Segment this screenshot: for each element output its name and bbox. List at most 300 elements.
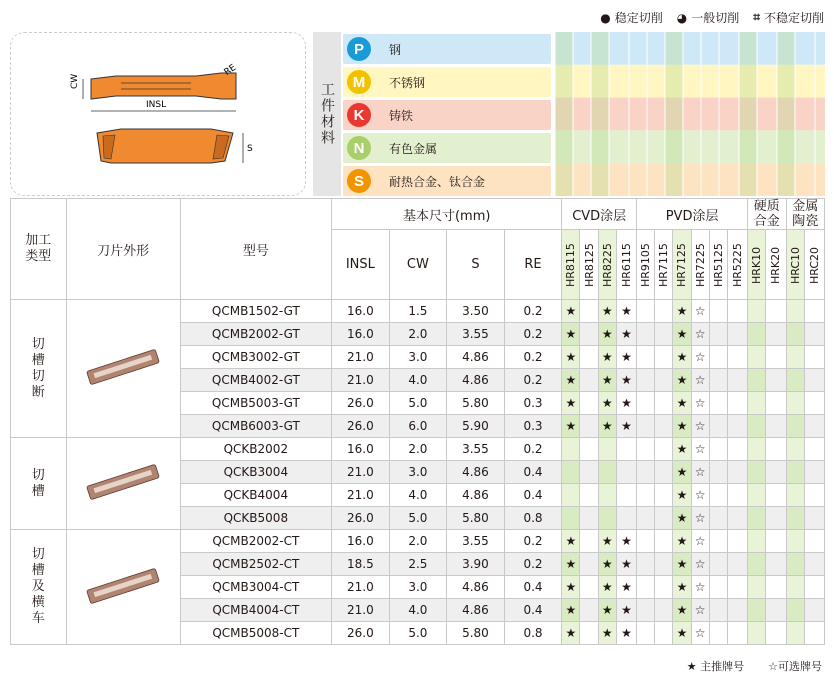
grade-mark xyxy=(580,461,598,484)
insl-cell: 16.0 xyxy=(332,300,390,323)
re-cell: 0.2 xyxy=(504,323,562,346)
s-cell: 5.80 xyxy=(447,622,505,645)
material-n xyxy=(343,133,551,163)
grade-mark: ★ xyxy=(673,530,691,553)
grade-mark xyxy=(727,622,747,645)
grade-mark: ☆ xyxy=(691,553,709,576)
grade-mark xyxy=(727,346,747,369)
grade-mark xyxy=(727,300,747,323)
grade-mark: ★ xyxy=(673,622,691,645)
grade-mark xyxy=(727,507,747,530)
grade-mark xyxy=(804,415,824,438)
grade-mark xyxy=(766,576,786,599)
grade-mark xyxy=(804,438,824,461)
grade-mark xyxy=(748,576,766,599)
col-re: RE xyxy=(504,230,562,300)
material-name: 有色金属 xyxy=(389,141,438,156)
model-cell: QCMB1502-GT xyxy=(180,300,331,323)
grade-mark: ☆ xyxy=(691,530,709,553)
re-cell: 0.2 xyxy=(504,438,562,461)
grade-mark: ☆ xyxy=(691,599,709,622)
grade-mark xyxy=(766,346,786,369)
grade-mark xyxy=(804,622,824,645)
s-cell: 4.86 xyxy=(447,576,505,599)
grade-mark: ★ xyxy=(562,300,580,323)
grade-mark: ★ xyxy=(562,415,580,438)
material-name: 不锈钢 xyxy=(389,75,426,90)
cw-cell: 4.0 xyxy=(389,369,447,392)
green-column xyxy=(739,32,757,196)
grade-header: HRC10 xyxy=(786,230,804,300)
grade-mark xyxy=(709,461,727,484)
grade-mark: ★ xyxy=(673,576,691,599)
grade-mark: ☆ xyxy=(691,622,709,645)
cw-cell: 5.0 xyxy=(389,507,447,530)
col-model: 型号 xyxy=(180,199,331,300)
grade-mark xyxy=(766,300,786,323)
grade-mark: ☆ xyxy=(691,438,709,461)
grade-header: HR7115 xyxy=(655,230,673,300)
s-cell: 4.86 xyxy=(447,369,505,392)
grade-mark: ★ xyxy=(598,346,616,369)
grade-mark: ★ xyxy=(616,300,636,323)
green-column xyxy=(555,32,573,196)
cw-cell: 6.0 xyxy=(389,415,447,438)
table-row xyxy=(11,300,825,323)
insert-drawing xyxy=(10,32,306,196)
material-k xyxy=(343,100,551,130)
grade-mark: ★ xyxy=(562,323,580,346)
material-badge: K xyxy=(347,103,371,127)
grade-mark: ★ xyxy=(616,530,636,553)
grade-header: HR7225 xyxy=(691,230,709,300)
grade-header: HR5225 xyxy=(727,230,747,300)
re-cell: 0.4 xyxy=(504,484,562,507)
grade-mark: ☆ xyxy=(691,576,709,599)
re-cell: 0.2 xyxy=(504,530,562,553)
model-cell: QCMB2002-GT xyxy=(180,323,331,346)
grade-mark xyxy=(655,553,673,576)
grade-mark xyxy=(748,323,766,346)
material-grade-grid xyxy=(555,32,825,196)
model-cell: QCMB2502-CT xyxy=(180,553,331,576)
insl-cell: 21.0 xyxy=(332,484,390,507)
col-dims: 基本尺寸(mm) xyxy=(332,199,562,230)
material-m xyxy=(343,67,551,97)
grade-mark: ★ xyxy=(616,323,636,346)
col-shape: 刀片外形 xyxy=(66,199,180,300)
green-column xyxy=(665,32,683,196)
grade-mark xyxy=(786,392,804,415)
grade-mark: ☆ xyxy=(691,507,709,530)
grade-mark xyxy=(655,622,673,645)
grade-mark xyxy=(786,484,804,507)
grade-mark xyxy=(727,530,747,553)
col-insl: INSL xyxy=(332,230,390,300)
grade-mark: ☆ xyxy=(691,300,709,323)
model-cell: QCKB2002 xyxy=(180,438,331,461)
grade-mark xyxy=(580,576,598,599)
grade-mark xyxy=(748,484,766,507)
material-name: 铸铁 xyxy=(389,108,414,123)
grade-mark: ☆ xyxy=(691,415,709,438)
grade-mark xyxy=(562,507,580,530)
grade-mark xyxy=(748,346,766,369)
grade-mark: ★ xyxy=(616,599,636,622)
grade-mark: ★ xyxy=(673,438,691,461)
grade-mark xyxy=(748,553,766,576)
grade-mark xyxy=(709,530,727,553)
re-cell: 0.3 xyxy=(504,392,562,415)
type-cell: 切槽切断 xyxy=(11,300,67,438)
grade-mark xyxy=(786,323,804,346)
grade-mark: ★ xyxy=(673,484,691,507)
s-cell: 3.50 xyxy=(447,300,505,323)
insl-cell: 21.0 xyxy=(332,599,390,622)
s-cell: 3.55 xyxy=(447,530,505,553)
grade-header: HR8115 xyxy=(562,230,580,300)
grade-mark: ★ xyxy=(598,599,616,622)
grade-mark xyxy=(748,530,766,553)
grade-mark xyxy=(727,484,747,507)
insert-dimension-drawing xyxy=(11,33,307,197)
re-cell: 0.8 xyxy=(504,507,562,530)
grade-mark xyxy=(786,599,804,622)
re-cell: 0.4 xyxy=(504,461,562,484)
grade-mark: ★ xyxy=(616,622,636,645)
cw-cell: 3.0 xyxy=(389,576,447,599)
re-label: RE xyxy=(222,62,239,78)
insl-label: INSL xyxy=(146,100,167,110)
grade-mark xyxy=(748,415,766,438)
grade-mark xyxy=(709,415,727,438)
grade-mark xyxy=(637,323,655,346)
grade-mark: ★ xyxy=(598,300,616,323)
grade-mark: ★ xyxy=(562,576,580,599)
model-cell: QCMB5008-CT xyxy=(180,622,331,645)
grade-mark: ★ xyxy=(562,553,580,576)
grade-mark: ★ xyxy=(616,553,636,576)
grade-mark xyxy=(786,346,804,369)
grade-mark xyxy=(580,484,598,507)
footer-optional: ☆可选牌号 xyxy=(768,660,822,673)
grade-mark: ★ xyxy=(673,599,691,622)
grade-mark xyxy=(598,438,616,461)
grade-mark xyxy=(727,438,747,461)
grade-mark xyxy=(616,507,636,530)
s-cell: 5.80 xyxy=(447,507,505,530)
grade-mark xyxy=(766,622,786,645)
insl-cell: 21.0 xyxy=(332,369,390,392)
re-cell: 0.2 xyxy=(504,300,562,323)
legend-stable: ● 稳定切削 xyxy=(600,10,663,25)
grade-mark xyxy=(804,392,824,415)
grade-mark: ★ xyxy=(616,346,636,369)
grade-mark: ☆ xyxy=(691,392,709,415)
grade-mark xyxy=(804,576,824,599)
grade-mark xyxy=(804,300,824,323)
grade-mark xyxy=(580,300,598,323)
shape-cell xyxy=(66,530,180,645)
col-s: S xyxy=(447,230,505,300)
grade-mark xyxy=(655,300,673,323)
grade-mark xyxy=(727,369,747,392)
grade-mark xyxy=(709,346,727,369)
grade-mark xyxy=(616,438,636,461)
cw-cell: 2.0 xyxy=(389,530,447,553)
grade-mark xyxy=(562,438,580,461)
model-cell: QCMB2002-CT xyxy=(180,530,331,553)
grade-mark xyxy=(766,599,786,622)
grade-mark: ☆ xyxy=(691,484,709,507)
material-badge: M xyxy=(347,70,371,94)
grade-mark xyxy=(766,323,786,346)
grade-mark: ★ xyxy=(598,553,616,576)
grade-mark xyxy=(709,438,727,461)
grade-mark xyxy=(786,507,804,530)
grade-mark xyxy=(748,300,766,323)
col-hard: 硬质合金 xyxy=(748,199,786,230)
grade-mark xyxy=(598,507,616,530)
grade-mark xyxy=(709,599,727,622)
grade-mark xyxy=(709,622,727,645)
grade-mark xyxy=(616,484,636,507)
grade-mark xyxy=(709,507,727,530)
grade-mark xyxy=(786,530,804,553)
grade-mark xyxy=(748,461,766,484)
legend-unstable: ⌗ 不稳定切削 xyxy=(753,10,824,25)
grade-mark xyxy=(616,461,636,484)
grade-mark xyxy=(580,392,598,415)
grade-mark xyxy=(727,415,747,438)
model-cell: QCKB4004 xyxy=(180,484,331,507)
grade-mark xyxy=(655,369,673,392)
grade-mark xyxy=(804,346,824,369)
insert-image xyxy=(83,342,163,392)
grade-mark xyxy=(709,392,727,415)
cw-cell: 4.0 xyxy=(389,599,447,622)
cw-cell: 5.0 xyxy=(389,392,447,415)
grade-mark: ★ xyxy=(616,415,636,438)
re-cell: 0.8 xyxy=(504,622,562,645)
grade-mark xyxy=(709,300,727,323)
grade-mark xyxy=(709,576,727,599)
grade-mark xyxy=(766,507,786,530)
grade-mark xyxy=(655,392,673,415)
grade-mark xyxy=(804,461,824,484)
re-cell: 0.2 xyxy=(504,346,562,369)
green-column xyxy=(591,32,609,196)
grade-mark: ★ xyxy=(673,507,691,530)
grade-mark xyxy=(580,369,598,392)
grade-mark xyxy=(727,461,747,484)
grade-mark xyxy=(580,553,598,576)
grade-mark xyxy=(804,553,824,576)
grade-mark xyxy=(655,346,673,369)
grade-header: HR5125 xyxy=(709,230,727,300)
grade-mark xyxy=(727,323,747,346)
grade-mark xyxy=(804,484,824,507)
grade-mark xyxy=(637,461,655,484)
s-cell: 3.55 xyxy=(447,438,505,461)
grade-mark xyxy=(637,553,655,576)
grade-mark xyxy=(637,530,655,553)
material-s xyxy=(343,166,551,196)
grade-mark xyxy=(766,438,786,461)
grade-mark xyxy=(709,553,727,576)
insert-image xyxy=(83,457,163,507)
insl-cell: 18.5 xyxy=(332,553,390,576)
cw-cell: 2.0 xyxy=(389,323,447,346)
grade-header: HR9105 xyxy=(637,230,655,300)
grade-mark xyxy=(637,392,655,415)
grade-mark xyxy=(580,599,598,622)
grade-mark xyxy=(580,530,598,553)
re-cell: 0.3 xyxy=(504,415,562,438)
model-cell: QCMB3002-GT xyxy=(180,346,331,369)
grade-header: HRC20 xyxy=(804,230,824,300)
s-cell: 4.86 xyxy=(447,484,505,507)
grade-mark xyxy=(786,300,804,323)
material-badge: S xyxy=(347,169,371,193)
grade-mark: ★ xyxy=(598,323,616,346)
insl-cell: 21.0 xyxy=(332,576,390,599)
model-cell: QCMB4002-GT xyxy=(180,369,331,392)
col-cermet: 金属陶瓷 xyxy=(786,199,825,230)
s-cell: 5.80 xyxy=(447,392,505,415)
grade-mark: ☆ xyxy=(691,323,709,346)
grade-mark xyxy=(727,599,747,622)
insl-cell: 21.0 xyxy=(332,346,390,369)
grade-mark xyxy=(598,461,616,484)
grade-mark xyxy=(637,599,655,622)
cw-cell: 3.0 xyxy=(389,461,447,484)
s-cell: 3.55 xyxy=(447,323,505,346)
grade-mark: ★ xyxy=(598,415,616,438)
grade-mark: ★ xyxy=(616,576,636,599)
model-cell: QCKB5008 xyxy=(180,507,331,530)
grade-mark xyxy=(709,484,727,507)
grade-mark: ★ xyxy=(562,530,580,553)
grade-mark xyxy=(727,576,747,599)
cw-cell: 5.0 xyxy=(389,622,447,645)
grade-mark xyxy=(580,415,598,438)
cw-cell: 3.0 xyxy=(389,346,447,369)
material-name: 耐热合金、钛合金 xyxy=(389,174,486,189)
grade-mark xyxy=(655,530,673,553)
grade-mark xyxy=(580,346,598,369)
grade-mark: ★ xyxy=(673,369,691,392)
grade-mark xyxy=(804,530,824,553)
material-badge: N xyxy=(347,136,371,160)
grade-mark: ★ xyxy=(562,622,580,645)
green-column xyxy=(777,32,795,196)
grade-mark: ★ xyxy=(598,530,616,553)
grade-header: HRK10 xyxy=(748,230,766,300)
grade-mark xyxy=(748,622,766,645)
grade-mark: ★ xyxy=(673,346,691,369)
grade-mark: ★ xyxy=(562,346,580,369)
grade-mark xyxy=(786,553,804,576)
grade-mark: ★ xyxy=(673,461,691,484)
model-cell: QCKB3004 xyxy=(180,461,331,484)
insl-cell: 26.0 xyxy=(332,507,390,530)
grade-mark xyxy=(655,415,673,438)
grade-mark xyxy=(655,438,673,461)
grade-mark xyxy=(562,461,580,484)
type-cell: 切槽 xyxy=(11,438,67,530)
col-type: 加工类型 xyxy=(11,199,67,300)
grade-mark xyxy=(766,461,786,484)
grade-mark xyxy=(637,507,655,530)
grade-mark xyxy=(786,622,804,645)
col-pvd: PVD涂层 xyxy=(637,199,748,230)
grade-header: HR8125 xyxy=(580,230,598,300)
grade-mark xyxy=(655,599,673,622)
grade-mark xyxy=(804,507,824,530)
grade-mark xyxy=(766,415,786,438)
cw-cell: 4.0 xyxy=(389,484,447,507)
grade-mark xyxy=(804,323,824,346)
grade-mark xyxy=(766,484,786,507)
material-badge: P xyxy=(347,37,371,61)
insl-cell: 26.0 xyxy=(332,622,390,645)
insl-cell: 16.0 xyxy=(332,530,390,553)
s-cell: 4.86 xyxy=(447,599,505,622)
cw-cell: 2.0 xyxy=(389,438,447,461)
table-row xyxy=(11,530,825,553)
grade-mark: ★ xyxy=(673,415,691,438)
col-cw: CW xyxy=(389,230,447,300)
grade-mark: ★ xyxy=(562,599,580,622)
legend-general: ◕ 一般切削 xyxy=(676,10,740,25)
grade-header: HRK20 xyxy=(766,230,786,300)
grade-mark xyxy=(727,553,747,576)
grade-mark xyxy=(580,507,598,530)
material-p xyxy=(343,34,551,64)
re-cell: 0.4 xyxy=(504,599,562,622)
grade-mark xyxy=(655,461,673,484)
model-cell: QCMB3004-CT xyxy=(180,576,331,599)
model-cell: QCMB5003-GT xyxy=(180,392,331,415)
grade-header: HR8225 xyxy=(598,230,616,300)
re-cell: 0.4 xyxy=(504,576,562,599)
grade-mark xyxy=(748,599,766,622)
re-cell: 0.2 xyxy=(504,369,562,392)
s-cell: 5.90 xyxy=(447,415,505,438)
legend xyxy=(600,9,824,26)
footer-legend xyxy=(687,658,822,674)
grade-mark xyxy=(655,484,673,507)
grade-mark xyxy=(786,415,804,438)
re-cell: 0.2 xyxy=(504,553,562,576)
grade-mark xyxy=(637,346,655,369)
insl-cell: 21.0 xyxy=(332,461,390,484)
grade-mark: ★ xyxy=(616,392,636,415)
grade-mark: ★ xyxy=(673,392,691,415)
material-name: 钢 xyxy=(389,42,402,57)
grade-mark xyxy=(709,323,727,346)
cw-label: CW xyxy=(70,73,80,89)
shape-cell xyxy=(66,438,180,530)
grade-mark xyxy=(655,323,673,346)
grade-mark xyxy=(786,438,804,461)
grade-mark: ★ xyxy=(598,369,616,392)
grade-mark: ☆ xyxy=(691,369,709,392)
grade-header: HR6115 xyxy=(616,230,636,300)
s-cell: 4.86 xyxy=(447,461,505,484)
cw-cell: 1.5 xyxy=(389,300,447,323)
